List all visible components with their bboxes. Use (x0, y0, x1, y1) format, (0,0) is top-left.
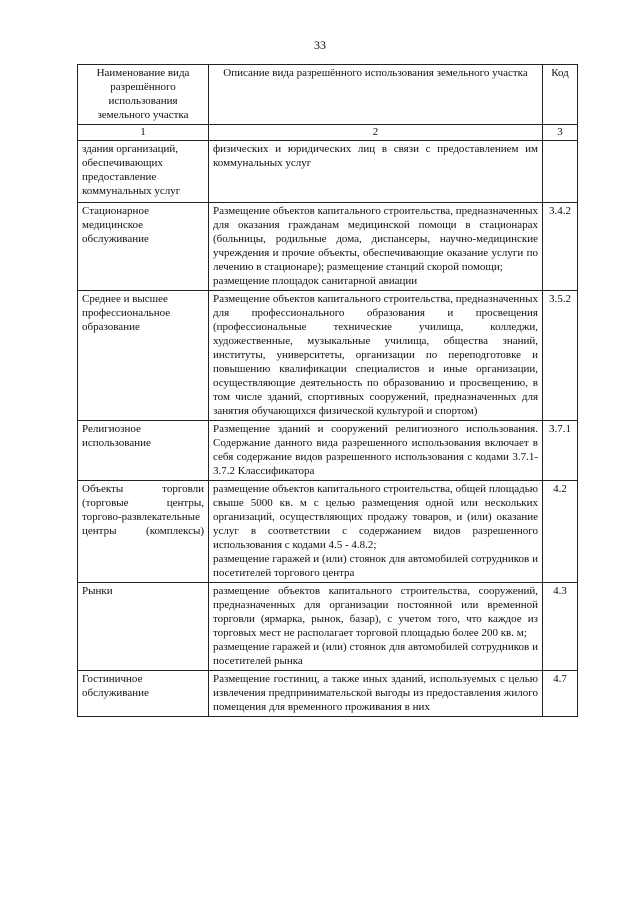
row-name: Среднее и высшее профессиональное образование (78, 291, 209, 421)
row-code: 4.2 (543, 481, 578, 583)
row-description: размещение объектов капитального строительства, общей площадью свыше 5000 кв. м с целью размещения одной или нескольких организаций, осуществляющих продажу товаров, и (или) оказание услуг в соответствии с содержанием видов разрешенного использования с кодами 4.5 - 4.8.2; размещение гаражей и (или) стоянок для автомобилей сотрудников и посетителей торгового центра (209, 481, 543, 583)
table-row (78, 203, 578, 291)
row-description: физических и юридических лиц в связи с предоставлением им коммунальных услуг (209, 141, 543, 203)
table-row (78, 671, 578, 717)
row-name: Рынки (78, 583, 209, 671)
column-number: 2 (209, 125, 543, 141)
column-number: 1 (78, 125, 209, 141)
table-header-row (78, 65, 578, 125)
column-number-row (78, 125, 578, 141)
row-code: 4.7 (543, 671, 578, 717)
row-name: Религиозное использование (78, 421, 209, 481)
row-name: Стационарное медицинское обслуживание (78, 203, 209, 291)
row-code: 4.3 (543, 583, 578, 671)
row-description: Размещение объектов капитального строительства, предназначенных для оказания гражданам медицинской помощи в стационарах (больницы, родильные дома, диспансеры, научно-медицинские учреждения и прочие объекты, обеспечивающие оказание услуги по лечению в стационаре); размещение станций скорой помощи; размещение площадок санитарной авиации (209, 203, 543, 291)
table-row (78, 421, 578, 481)
row-code: 3.4.2 (543, 203, 578, 291)
row-name: Гостиничное обслуживание (78, 671, 209, 717)
row-code (543, 141, 578, 203)
table-row (78, 583, 578, 671)
row-name: Объекты торговли (торговые центры, торгово-развлекательные центры (комплексы) (78, 481, 209, 583)
header-code: Код (543, 65, 578, 125)
table-row (78, 481, 578, 583)
row-code: 3.5.2 (543, 291, 578, 421)
table-row (78, 141, 578, 203)
row-code: 3.7.1 (543, 421, 578, 481)
table-row (78, 291, 578, 421)
row-description: Размещение гостиниц, а также иных зданий, используемых с целью извлечения предпринимательской выгоды из предоставления жилого помещения для временного проживания в них (209, 671, 543, 717)
row-description: размещение объектов капитального строительства, сооружений, предназначенных для организации постоянной или временной торговли (ярмарка, рынок, базар), с учетом того, что каждое из торговых мест не располагает торговой площадью более 200 кв. м; размещение гаражей и (или) стоянок для автомобилей сотрудников и посетителей рынка (209, 583, 543, 671)
row-description: Размещение объектов капитального строительства, предназначенных для профессионального образования и просвещения (профессиональные технические училища, колледжи, художественные, музыкальные училища, общества знаний, институты, университеты, организации по переподготовке и повышению квалификации специалистов и иные организации, осуществляющие деятельность по образованию и просвещению, в том числе зданий, спортивных сооружений, предназначенных для занятия обучающихся физической культурой и спортом) (209, 291, 543, 421)
page-number: 33 (314, 38, 326, 52)
row-name: здания организаций, обеспечивающих предоставление коммунальных услуг (78, 141, 209, 203)
land-use-table (77, 64, 578, 717)
column-number: 3 (543, 125, 578, 141)
header-description: Описание вида разрешённого использования земельного участка (209, 65, 543, 125)
header-name: Наименование вида разрешённого использования земельного участка (78, 65, 209, 125)
row-description: Размещение зданий и сооружений религиозного использования. Содержание данного вида разрешенного использования включает в себя содержание видов разрешенного использования с кодами 3.7.1-3.7.2 Классификатора (209, 421, 543, 481)
